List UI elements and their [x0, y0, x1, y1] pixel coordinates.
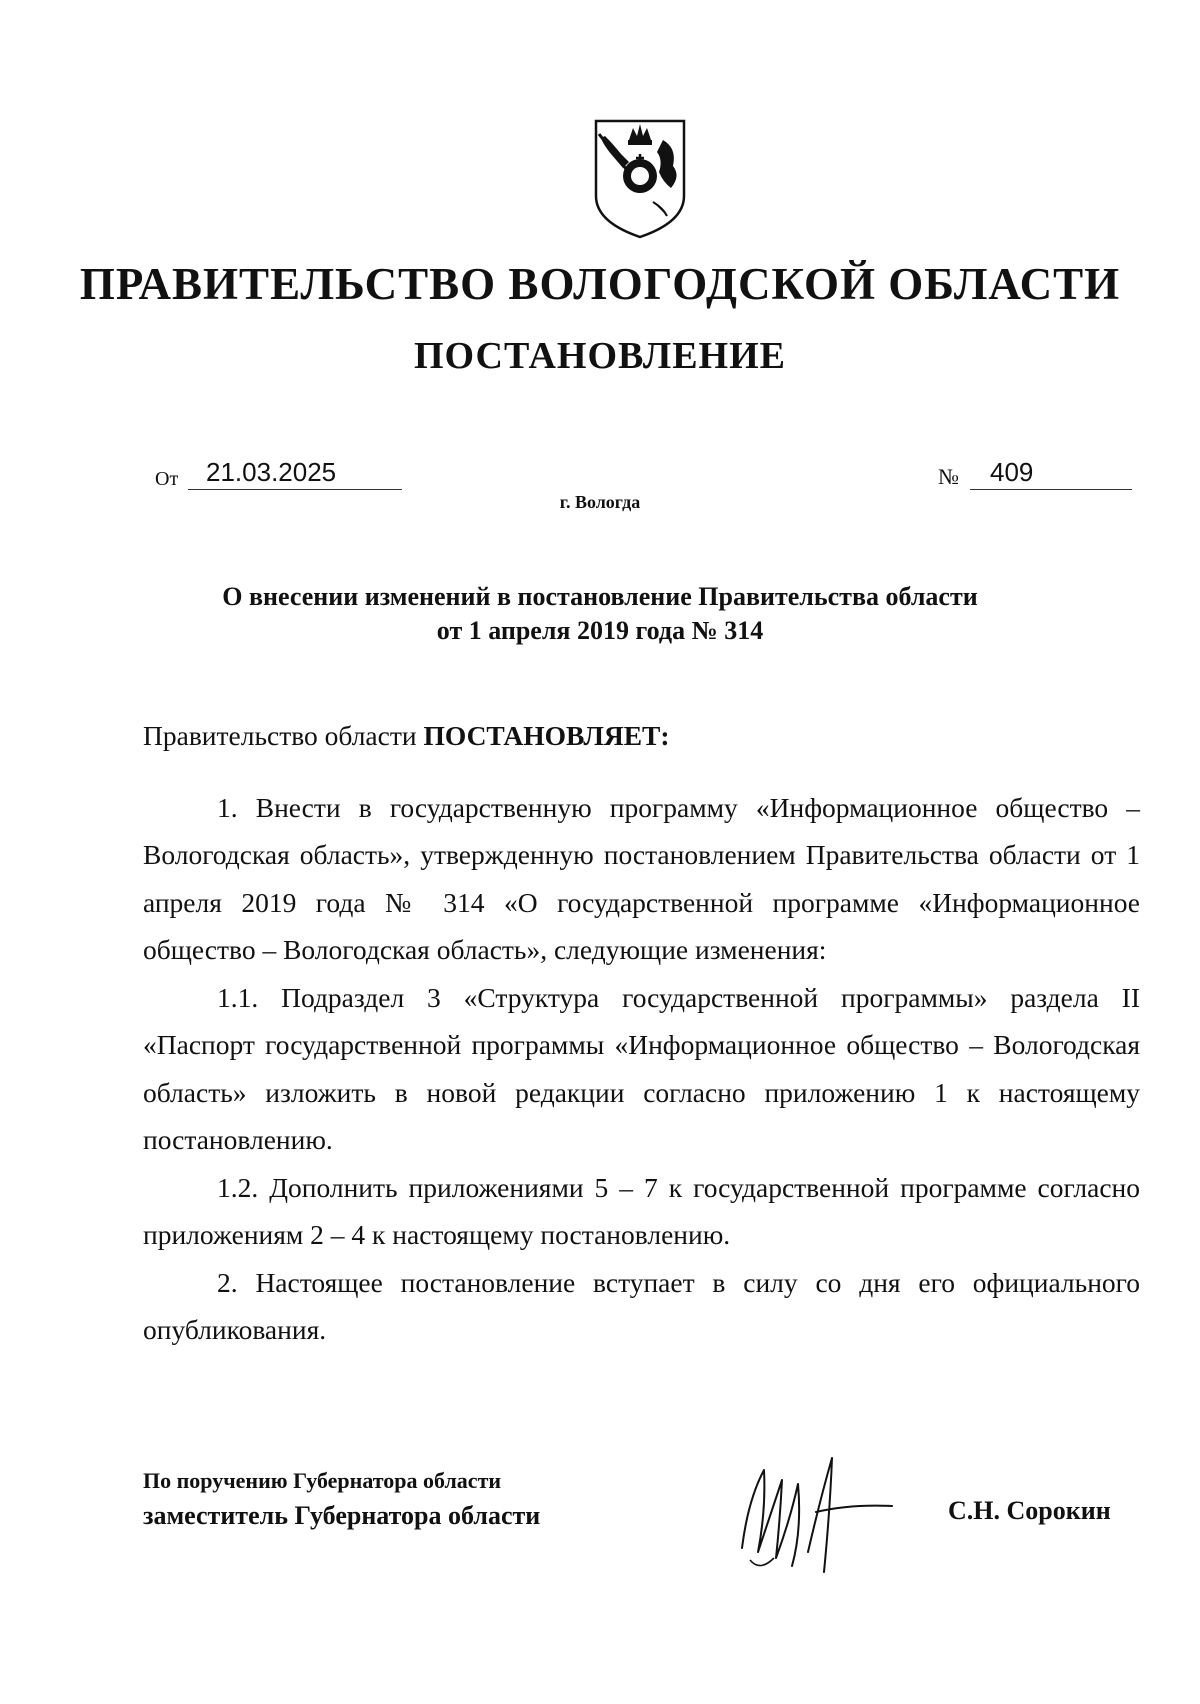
- document-type: ПОСТАНОВЛЕНИЕ: [413, 335, 787, 377]
- date-label: От: [155, 468, 179, 490]
- signatory-position: [143, 1465, 540, 1535]
- paragraph-1: 1. Внести в государственную программу «Информационное общество – Вологодская область», утвержденную постановлением Правительства области от 1 апреля 2019 года № 314 «О государственной программе «Информационное общество – Вологодская область», следующие изменения:: [143, 791, 1140, 965]
- signatory-line-2: заместитель Губернатора области: [143, 1501, 541, 1530]
- document-date: 21.03.2025: [188, 455, 402, 490]
- paragraph-1-1: 1.1. Подраздел 3 «Структура государственной программы» раздела II «Паспорт государственной программы «Информационное общество – Вологодская область» изложить в новой редакции согласно приложению 1 к настоящему постановлению.: [143, 981, 1140, 1155]
- city-name: г. Вологда: [559, 492, 641, 512]
- document-number: 409: [970, 455, 1132, 490]
- signatory-name: С.Н. Сорокин: [948, 1496, 1111, 1525]
- document-body: [143, 712, 1140, 1354]
- body-lead: [143, 712, 1140, 760]
- lead-decree-word: ПОСТАНОВЛЯЕТ:: [423, 720, 670, 751]
- handwritten-signature-icon: [720, 1440, 900, 1580]
- subject-line-1: О внесении изменений в постановление Правительства области: [222, 582, 978, 611]
- subject-line-2: от 1 апреля 2019 года № 314: [436, 616, 764, 645]
- paragraph-2: 2. Настоящее постановление вступает в силу со дня его официального опубликования.: [143, 1266, 1140, 1345]
- paragraph-1-2: 1.2. Дополнить приложениями 5 – 7 к государственной программе согласно приложениям 2 – 4 к настоящему постановлению.: [143, 1171, 1140, 1250]
- coat-of-arms-icon: [593, 118, 687, 240]
- document-subject: [0, 580, 1200, 648]
- government-title: ПРАВИТЕЛЬСТВО ВОЛОГОДСКОЙ ОБЛАСТИ: [79, 259, 1121, 309]
- number-label: №: [938, 464, 959, 489]
- signatory-line-1: По поручению Губернатора области: [143, 1468, 502, 1493]
- lead-text: Правительство области: [143, 720, 424, 751]
